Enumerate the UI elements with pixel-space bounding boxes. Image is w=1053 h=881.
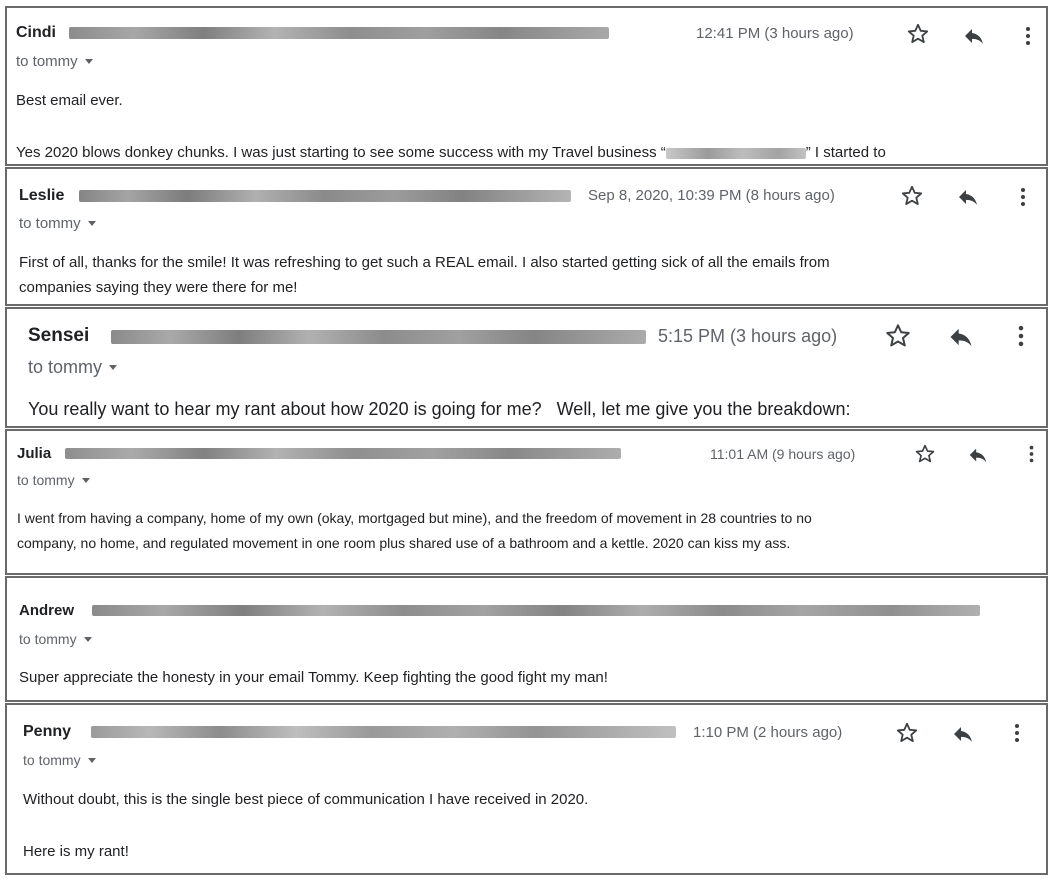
chevron-down-icon: [109, 365, 117, 370]
message-body-line: company, no home, and regulated movement in one room plus shared use of a bathroom and a kettle. 2020 can kiss my ass.: [17, 535, 791, 551]
email-card-julia[interactable]: [5, 429, 1048, 575]
more-vert-icon[interactable]: [1012, 322, 1030, 350]
reply-icon[interactable]: [962, 24, 986, 48]
chevron-down-icon: [84, 637, 92, 642]
more-vert-icon[interactable]: [1024, 443, 1039, 465]
email-card-sensei[interactable]: [5, 307, 1048, 428]
message-body-text: ” I started to: [805, 144, 886, 161]
message-timestamp: 1:10 PM (2 hours ago): [693, 724, 843, 741]
recipient-label: to tommy: [16, 53, 78, 70]
reply-icon[interactable]: [947, 323, 975, 351]
reply-icon[interactable]: [951, 722, 975, 746]
star-icon[interactable]: [895, 721, 919, 745]
redacted-sender-email: [91, 726, 676, 738]
star-icon[interactable]: [884, 322, 912, 350]
message-timestamp: 11:01 AM (9 hours ago): [710, 446, 856, 462]
email-card-andrew[interactable]: [5, 576, 1048, 702]
recipient-dropdown[interactable]: [19, 215, 96, 232]
sender-name[interactable]: Andrew: [19, 602, 75, 619]
recipient-dropdown[interactable]: [17, 472, 90, 488]
message-body-line: [16, 144, 886, 161]
chevron-down-icon: [88, 758, 96, 763]
redacted-sender-email: [111, 330, 646, 344]
message-body-line: I went from having a company, home of my own (okay, mortgaged but mine), and the freedom of movement in 28 countries to no: [17, 510, 812, 526]
message-timestamp: 5:15 PM (3 hours ago): [658, 326, 838, 346]
redacted-business-name: [666, 148, 806, 159]
message-body-text: Yes 2020 blows donkey chunks. I was just starting to see some success with my Travel business “: [16, 144, 666, 161]
star-icon[interactable]: [900, 184, 924, 208]
star-icon[interactable]: [906, 22, 930, 46]
more-vert-icon[interactable]: [1009, 721, 1025, 745]
recipient-label: to tommy: [28, 357, 103, 377]
recipient-label: to tommy: [19, 631, 77, 647]
message-timestamp: 12:41 PM (3 hours ago): [696, 25, 854, 42]
redacted-sender-email: [79, 190, 571, 202]
recipient-dropdown[interactable]: [19, 631, 92, 647]
more-vert-icon[interactable]: [1015, 185, 1031, 209]
chevron-down-icon: [88, 221, 96, 226]
message-body-line: You really want to hear my rant about how 2020 is going for me? Well, let me give you the breakdown:: [28, 399, 851, 419]
chevron-down-icon: [85, 59, 93, 64]
recipient-label: to tommy: [17, 472, 75, 488]
redacted-sender-email: [65, 448, 621, 459]
redacted-sender-email: [92, 605, 980, 616]
message-body-line: Best email ever.: [16, 92, 123, 109]
message-body-line: First of all, thanks for the smile! It was refreshing to get such a REAL email. I also started getting sick of all the emails from: [19, 254, 830, 271]
email-card-leslie[interactable]: [5, 167, 1048, 306]
recipient-label: to tommy: [23, 752, 81, 768]
message-body-line: Super appreciate the honesty in your email Tommy. Keep fighting the good fight my man!: [19, 669, 608, 686]
reply-icon[interactable]: [967, 444, 989, 466]
sender-name[interactable]: Sensei: [28, 325, 90, 346]
chevron-down-icon: [82, 478, 90, 483]
message-body-line: Without doubt, this is the single best piece of communication I have received in 2020.: [23, 791, 589, 808]
sender-name[interactable]: Julia: [17, 445, 52, 462]
recipient-label: to tommy: [19, 215, 81, 232]
email-card-penny[interactable]: [5, 703, 1048, 875]
sender-name[interactable]: Cindi: [16, 24, 56, 41]
recipient-dropdown[interactable]: [16, 53, 93, 70]
star-icon[interactable]: [914, 443, 936, 465]
message-body-line: companies saying they were there for me!: [19, 279, 298, 296]
email-card-cindi[interactable]: [5, 6, 1048, 166]
sender-name[interactable]: Penny: [23, 723, 72, 740]
redacted-sender-email: [69, 27, 609, 39]
message-timestamp: Sep 8, 2020, 10:39 PM (8 hours ago): [588, 187, 835, 204]
reply-icon[interactable]: [956, 185, 980, 209]
more-vert-icon[interactable]: [1020, 24, 1036, 48]
message-body-line: Here is my rant!: [23, 843, 129, 860]
sender-name[interactable]: Leslie: [19, 187, 65, 204]
recipient-dropdown[interactable]: [28, 357, 117, 378]
recipient-dropdown[interactable]: [23, 752, 96, 768]
